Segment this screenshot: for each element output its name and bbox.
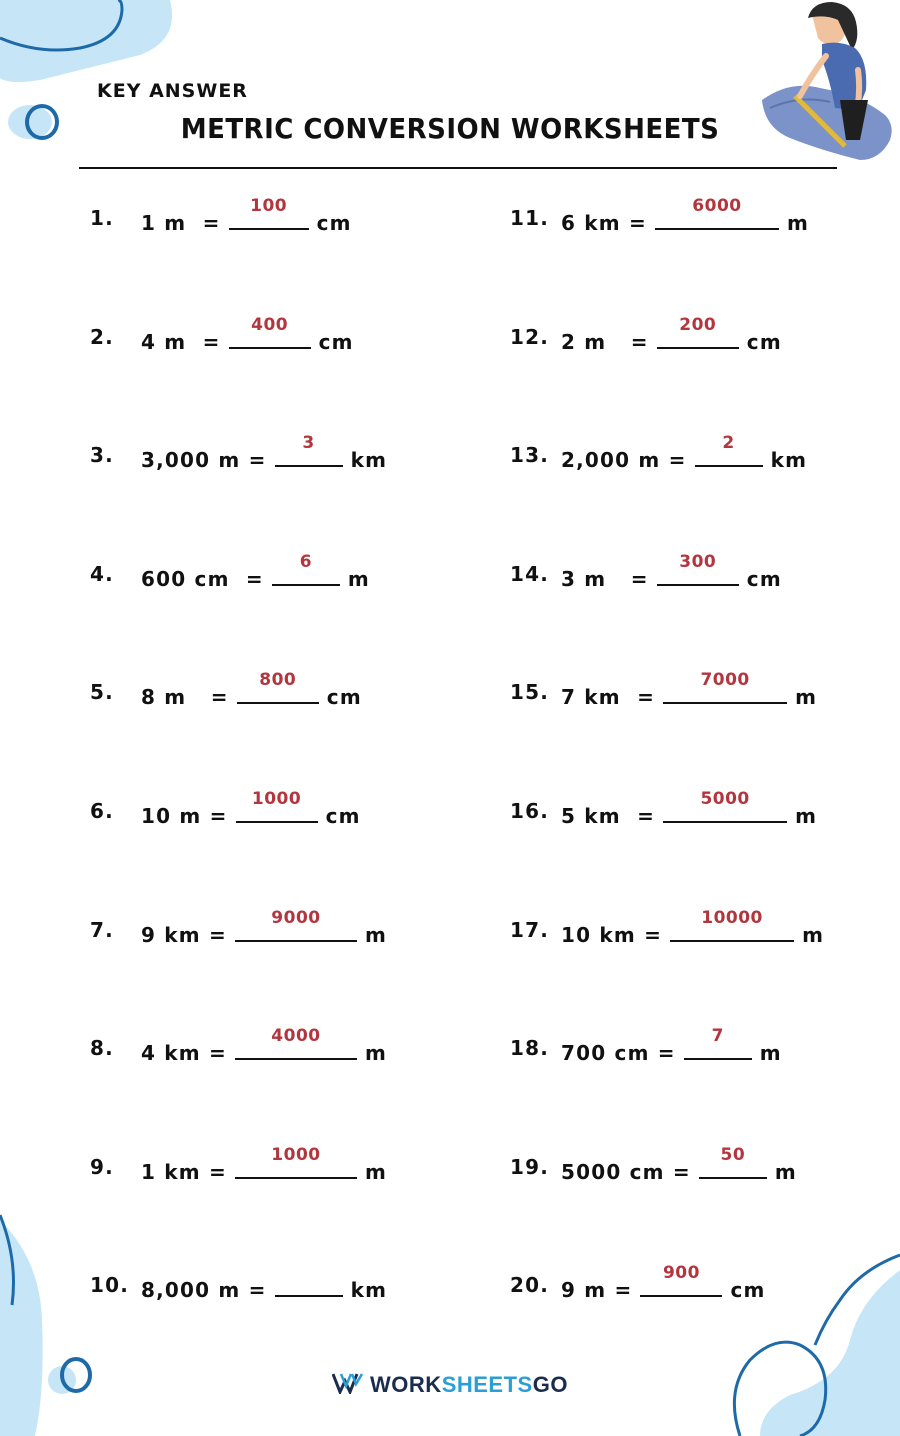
problem-unit: m (364, 1160, 387, 1184)
problem-number: 17. (510, 918, 550, 942)
brand-text-work: WORK (370, 1372, 442, 1397)
problem-left-side: 7 km = (561, 685, 656, 709)
answer-blank (695, 433, 763, 467)
problem-number: 3. (90, 443, 114, 467)
answer-blank (236, 789, 318, 823)
answer-blank (235, 1145, 357, 1179)
answer-blank (657, 315, 739, 349)
answer-blank (670, 908, 794, 942)
answer-value: 900 (662, 1263, 700, 1283)
problem-number: 2. (90, 325, 114, 349)
answer-blank (640, 1263, 722, 1297)
problem-number: 4. (90, 562, 114, 586)
problem-expression (141, 552, 370, 591)
answer-value: 50 (720, 1145, 746, 1165)
problem-unit: cm (318, 330, 354, 354)
answer-value: 3 (302, 433, 315, 453)
problem-expression (141, 908, 387, 947)
problem-left-side: 5000 cm = (561, 1160, 691, 1184)
answer-blank (229, 196, 309, 230)
answer-blank (663, 789, 787, 823)
answer-blank (663, 670, 787, 704)
problem-unit: cm (746, 330, 782, 354)
footer-brand (0, 1372, 900, 1400)
answer-value: 800 (259, 670, 297, 690)
answer-value: 400 (251, 315, 289, 335)
problem-expression (561, 552, 782, 591)
answer-value: 200 (679, 315, 717, 335)
problem-unit: m (759, 1041, 782, 1065)
problem-unit: cm (326, 685, 362, 709)
problem-unit: km (350, 448, 388, 472)
problem-left-side: 9 km = (141, 923, 227, 947)
problem-expression (141, 315, 354, 354)
answer-blank (699, 1145, 767, 1179)
problem-expression (561, 1145, 797, 1184)
problem-unit: km (770, 448, 808, 472)
problem-number: 1. (90, 206, 114, 230)
problem-left-side: 10 km = (561, 923, 663, 947)
answer-value: 100 (250, 196, 288, 216)
top-left-blob (0, 0, 172, 82)
problem-number: 11. (510, 206, 550, 230)
problem-left-side: 700 cm = (561, 1041, 676, 1065)
bottom-left-blob (0, 1220, 43, 1436)
problem-number: 18. (510, 1036, 550, 1060)
problem-expression (141, 1145, 387, 1184)
answer-value: 5000 (700, 789, 750, 809)
problem-left-side: 8,000 m = (141, 1278, 267, 1302)
problem-unit: km (350, 1278, 388, 1302)
problem-left-side: 9 m = (561, 1278, 633, 1302)
problem-left-side: 4 km = (141, 1041, 227, 1065)
problem-number: 20. (510, 1273, 550, 1297)
problem-unit: m (802, 923, 825, 947)
answer-value: 10000 (701, 908, 763, 928)
answer-value: 1000 (271, 1145, 321, 1165)
problem-left-side: 1 m = (141, 211, 221, 235)
answer-blank (235, 1026, 357, 1060)
problem-expression (561, 433, 808, 472)
problem-expression (141, 1273, 387, 1302)
answer-value: 300 (679, 552, 717, 572)
problem-expression (141, 433, 388, 472)
answer-value: 7 (711, 1026, 724, 1046)
problem-number: 13. (510, 443, 550, 467)
answer-blank (237, 670, 319, 704)
answer-value: 7000 (700, 670, 750, 690)
problem-number: 9. (90, 1155, 114, 1179)
problem-unit: cm (325, 804, 361, 828)
answer-value: 2 (722, 433, 735, 453)
problem-expression (561, 196, 809, 235)
problem-left-side: 10 m = (141, 804, 228, 828)
answer-blank (684, 1026, 752, 1060)
worksheetsgo-w-logo-icon (332, 1372, 364, 1400)
problem-number: 7. (90, 918, 114, 942)
problem-left-side: 2 m = (561, 330, 649, 354)
problem-expression (561, 315, 782, 354)
problem-expression (141, 196, 352, 235)
problem-unit: m (364, 923, 387, 947)
title-divider (79, 167, 837, 169)
problem-left-side: 2,000 m = (561, 448, 687, 472)
problem-number: 19. (510, 1155, 550, 1179)
problem-number: 8. (90, 1036, 114, 1060)
problem-number: 6. (90, 799, 114, 823)
problem-expression (141, 1026, 387, 1065)
problem-unit: cm (316, 211, 352, 235)
brand-text-go: GO (532, 1372, 568, 1397)
problem-number: 14. (510, 562, 550, 586)
problem-expression (561, 670, 818, 709)
problem-left-side: 4 m = (141, 330, 221, 354)
problem-unit: m (786, 211, 809, 235)
key-answer-label: KEY ANSWER (97, 80, 248, 102)
answer-value: 9000 (271, 908, 321, 928)
problem-number: 16. (510, 799, 550, 823)
problem-number: 5. (90, 680, 114, 704)
problem-expression (561, 908, 825, 947)
problem-expression (141, 789, 361, 828)
problem-left-side: 8 m = (141, 685, 229, 709)
problem-unit: m (774, 1160, 797, 1184)
answer-blank (272, 552, 340, 586)
problem-unit: m (795, 685, 818, 709)
page-title: METRIC CONVERSION WORKSHEETS (180, 112, 720, 145)
problem-left-side: 3 m = (561, 567, 649, 591)
problem-left-side: 6 km = (561, 211, 647, 235)
answer-blank (229, 315, 311, 349)
problem-expression (141, 670, 362, 709)
problem-left-side: 600 cm = (141, 567, 264, 591)
problem-unit: m (364, 1041, 387, 1065)
bottom-right-blob (760, 1270, 900, 1436)
answer-blank (275, 1273, 343, 1297)
problem-expression (561, 1026, 782, 1065)
problem-number: 15. (510, 680, 550, 704)
answer-blank (275, 433, 343, 467)
problem-unit: cm (746, 567, 782, 591)
problem-left-side: 5 km = (561, 804, 656, 828)
answer-value: 4000 (271, 1026, 321, 1046)
problem-left-side: 1 km = (141, 1160, 227, 1184)
answer-value: 6000 (692, 196, 742, 216)
answer-blank (655, 196, 779, 230)
answer-value: 6 (299, 552, 313, 572)
problem-expression (561, 789, 818, 828)
problem-left-side: 3,000 m = (141, 448, 267, 472)
answer-blank (657, 552, 739, 586)
answer-blank (235, 908, 357, 942)
answer-value: 1000 (251, 789, 302, 809)
problem-unit: cm (730, 1278, 766, 1302)
problem-expression (561, 1263, 766, 1302)
problem-unit: m (347, 567, 370, 591)
problem-number: 12. (510, 325, 550, 349)
problem-number: 10. (90, 1273, 130, 1297)
brand-text-sheets: SHEETS (441, 1372, 533, 1397)
problem-unit: m (795, 804, 818, 828)
